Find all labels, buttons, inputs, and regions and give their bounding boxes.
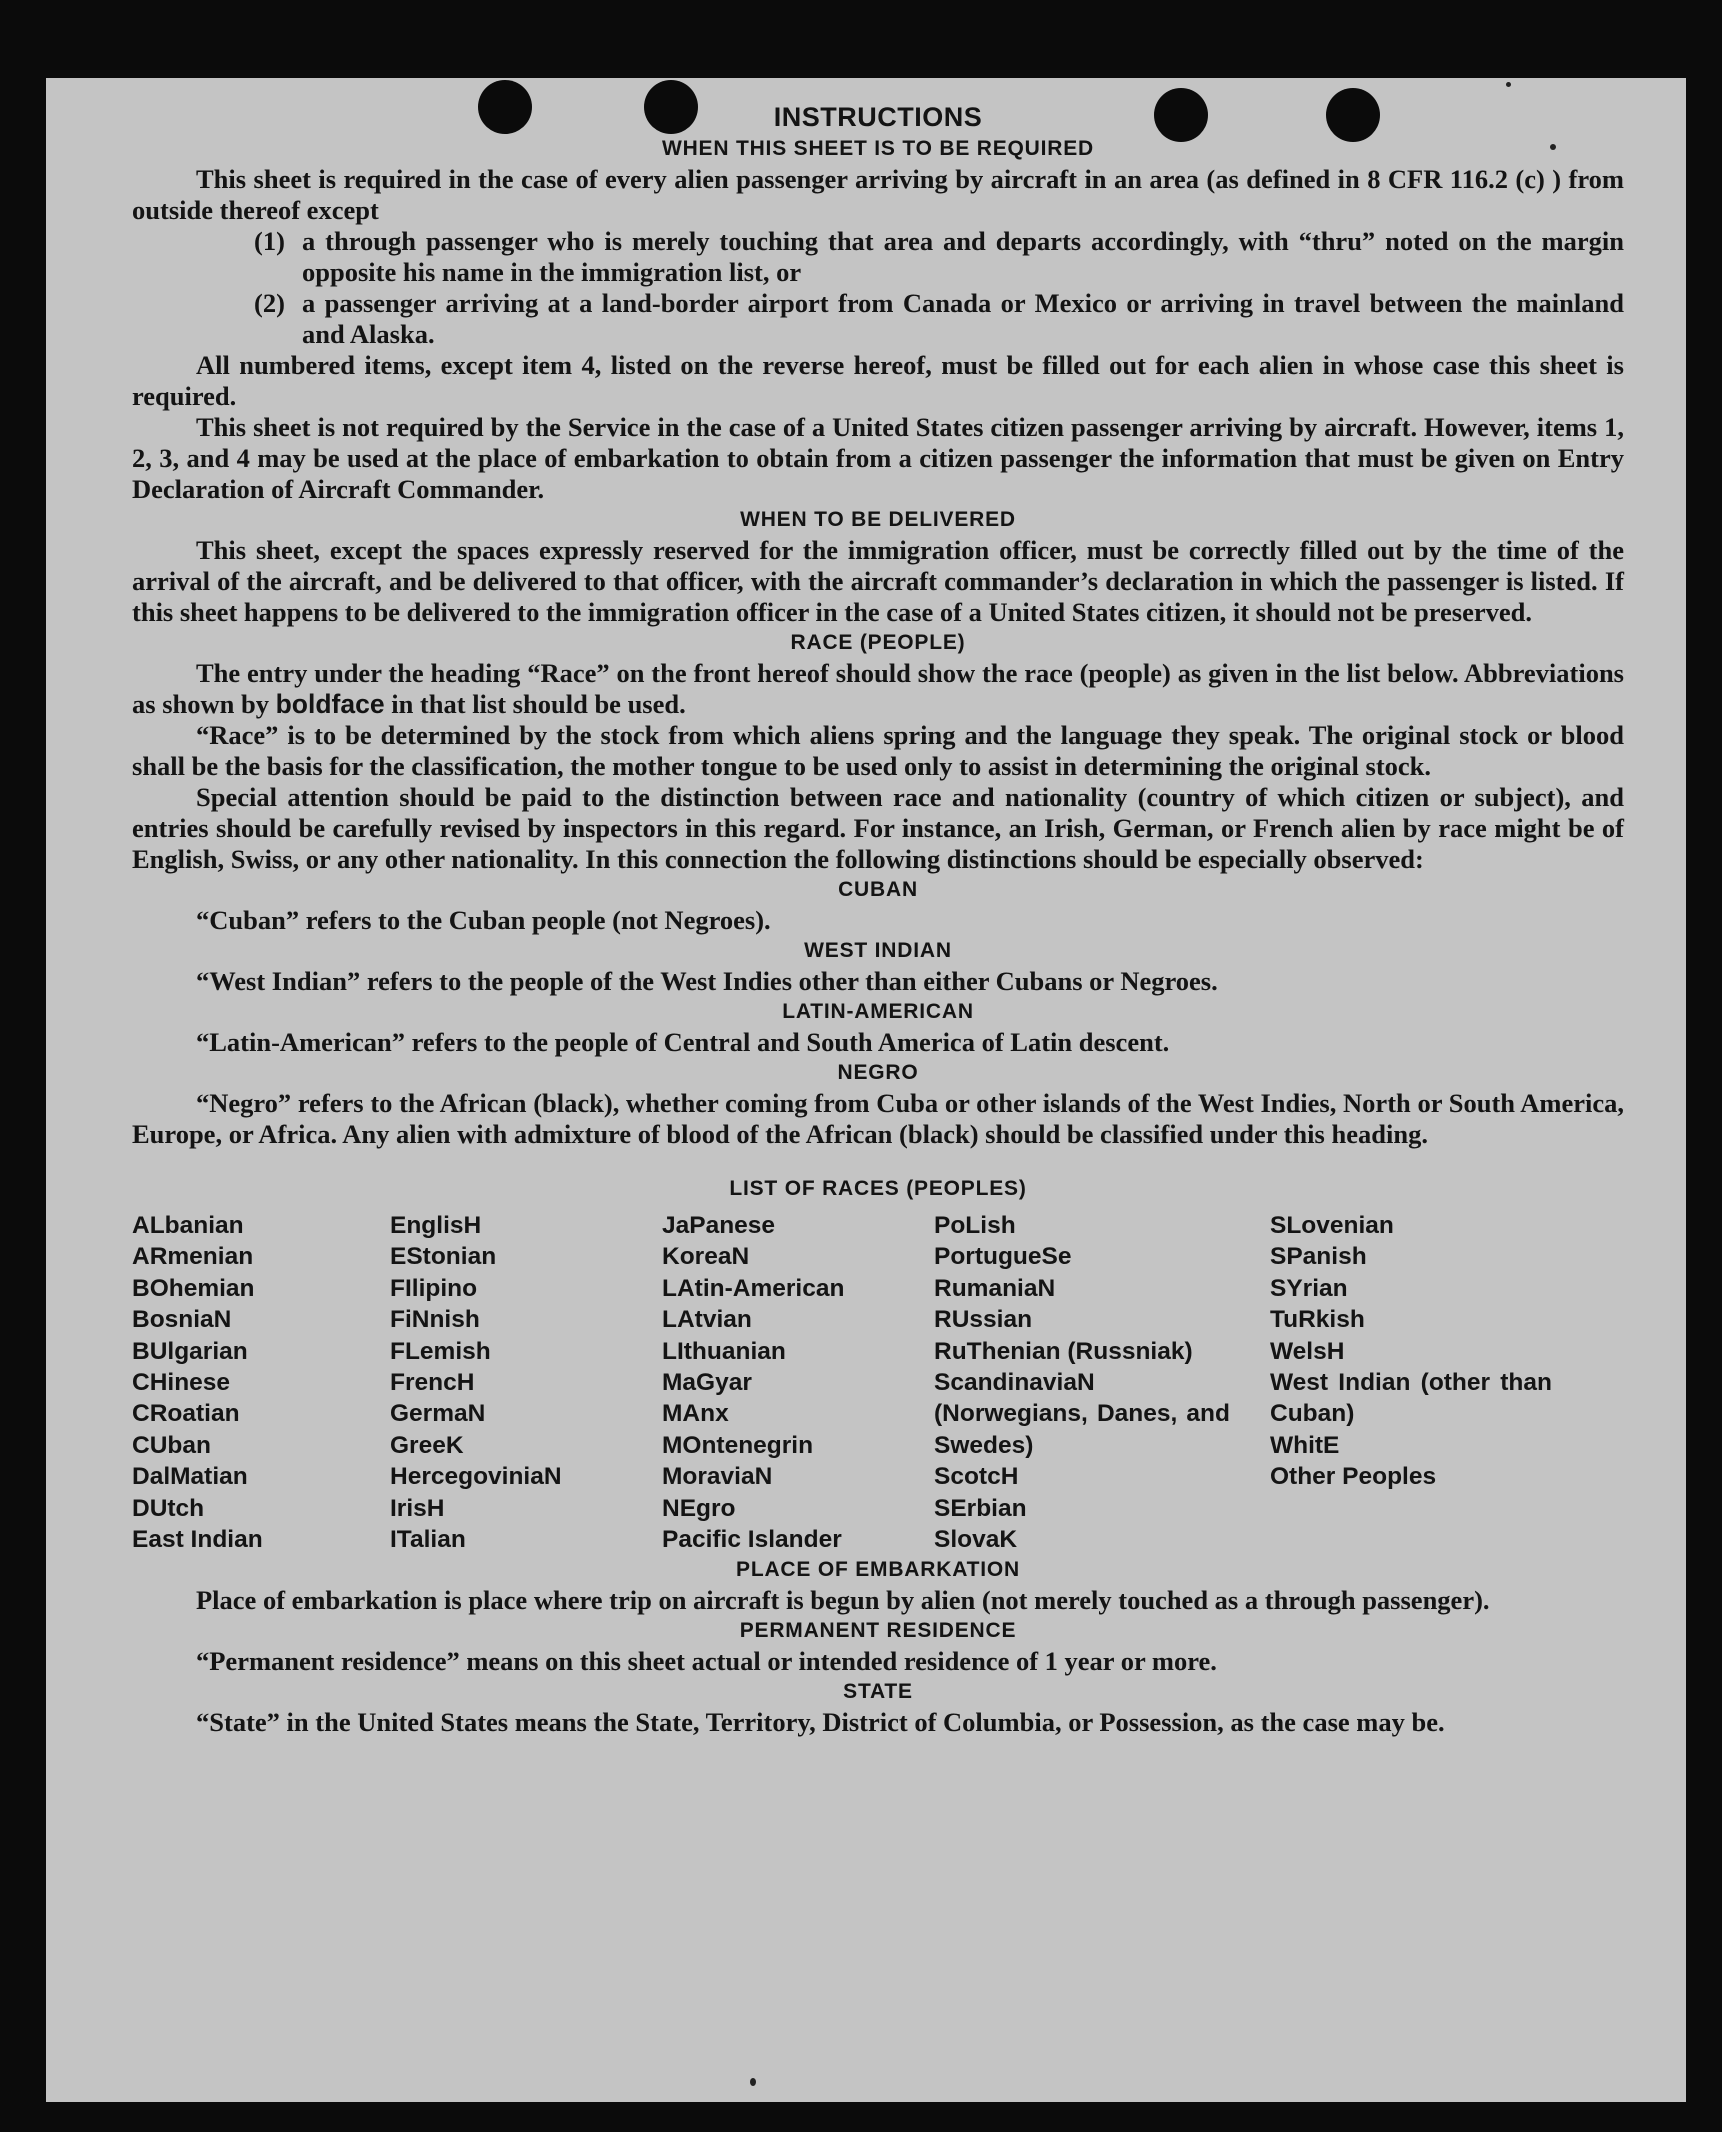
race-item: MoraviaN [662,1463,773,1491]
heading-latin-american: LATIN-AMERICAN [782,1000,974,1023]
item-text: a passenger arriving at a land-border airport from Canada or Mexico or arriving in travel between the mainland and Alaska. [302,288,1624,349]
paragraph: “Latin-American” refers to the people of Central and South America of Latin descent. [196,1027,1170,1057]
race-item: PortugueSe [934,1243,1072,1271]
race-item: GermaN [390,1400,486,1428]
heading-race: RACE (PEOPLE) [790,631,966,654]
document-sheet [46,78,1686,2102]
race-item: LAtin-American [662,1274,845,1302]
race-item: HercegoviniaN [390,1463,562,1491]
race-item: MOntenegrin [662,1431,814,1459]
paragraph: “Cuban” refers to the Cuban people (not Negroes). [196,905,771,935]
race-item: Other Peoples [1270,1463,1437,1491]
heading-place-of-embarkation: PLACE OF EMBARKATION [736,1558,1020,1582]
race-item: SLovenian [1270,1212,1394,1239]
paragraph: This sheet is required in the case of every alien passenger arriving by aircraft in an area (as defined in 8 CFR 116.2 (c) ) from outside thereof except [132,164,1624,225]
race-item: BosniaN [132,1306,232,1334]
paragraph: Special attention should be paid to the distinction between race and nationality (country of which citizen or subject), and entries should be carefully revised by inspectors in this regard. For instance, an Irish, German, or French alien by race might be of English, Swiss, or any other nationality. In this connection the following distinctions should be especially observed: [132,782,1624,874]
heading-when-delivered: WHEN TO BE DELIVERED [740,508,1016,531]
heading-west-indian: WEST INDIAN [804,939,952,962]
race-item: GreeK [390,1431,464,1459]
race-item: ARmenian [132,1243,254,1271]
paragraph: “State” in the United States means the State, Territory, District of Columbia, or Possession, as the case may be. [196,1707,1445,1738]
item-number: (2) [254,288,285,318]
race-item: ScandinaviaN (Norwegians, Danes, and Swedes) [934,1369,1230,1459]
race-item: EStonian [390,1243,497,1271]
race-column [132,1210,390,1555]
race-item: PoLish [934,1212,1016,1239]
heading-state: STATE [843,1680,913,1704]
race-item: MAnx [662,1400,729,1428]
race-item: Pacific Islander [662,1526,842,1554]
page-title: INSTRUCTIONS [773,102,983,132]
race-item: SPanish [1270,1243,1367,1271]
race-item: KoreaN [662,1243,750,1271]
item-text: a through passenger who is merely touching that area and departs accordingly, with “thru” noted on the margin opposite his name in the immigration list, or [302,226,1624,287]
race-item: West Indian (other than Cuban) [1270,1369,1552,1428]
punch-hole [478,80,532,134]
race-column [1270,1210,1552,1555]
paragraph: This sheet is not required by the Service in the case of a United States citizen passenger arriving by aircraft. However, items 1, 2, 3, and 4 may be used at the place of embarkation to obtain from a citizen passenger the information that must be given on Entry Declaration of Aircraft Commander. [132,412,1624,504]
race-item: CHinese [132,1369,231,1397]
exception-item [254,226,1624,288]
race-item: ScotcH [934,1463,1019,1491]
paragraph [132,658,1624,720]
heading-when-required: WHEN THIS SHEET IS TO BE REQUIRED [661,137,1095,160]
race-item: SErbian [934,1494,1027,1522]
race-item: FIlipino [390,1274,478,1302]
item-number: (1) [254,226,285,256]
race-column [662,1210,934,1555]
paragraph: “Negro” refers to the African (black), whether coming from Cuba or other islands of the West Indies, North or South America, Europe, or Africa. Any alien with admixture of blood of the African (black) should be classified under this heading. [132,1088,1624,1149]
race-item: FLemish [390,1337,491,1365]
race-item: BUlgarian [132,1337,248,1365]
race-item: LIthuanian [662,1337,786,1365]
speck [1550,144,1556,150]
race-item: WelsH [1270,1337,1345,1365]
speck [1506,82,1511,87]
race-item: RUssian [934,1306,1033,1334]
text-run: in that list should be used. [391,689,686,719]
paragraph: This sheet, except the spaces expressly reserved for the immigration officer, must be correctly filled out by the time of the arrival of the aircraft, and be delivered to that officer, with the aircraft commander’s declaration in which the passenger is listed. If this sheet happens to be delivered to the immigration officer in the case of a United States citizen, it should not be preserved. [132,535,1624,627]
race-item: TuRkish [1270,1306,1365,1334]
race-item: RumaniaN [934,1274,1056,1302]
race-item: DalMatian [132,1463,248,1491]
race-item: East Indian [132,1526,263,1554]
race-item: DUtch [132,1494,205,1522]
heading-cuban: CUBAN [838,878,918,901]
race-item: FiNnish [390,1306,480,1334]
race-item: BOhemian [132,1274,255,1302]
race-item: WhitE [1270,1431,1340,1459]
race-item: ALbanian [132,1212,244,1239]
paragraph: “Race” is to be determined by the stock from which aliens spring and the language they speak. The original stock or blood shall be the basis for the classification, the mother tongue to be used only to assist in determining the original stock. [132,720,1624,781]
race-item: NEgro [662,1494,736,1522]
punch-hole [1154,88,1208,142]
punch-hole [1326,88,1380,142]
race-item: RuThenian (Russniak) [934,1337,1193,1365]
race-item: EnglisH [390,1212,482,1239]
heading-permanent-residence: PERMANENT RESIDENCE [739,1619,1017,1643]
text-run: The entry under the heading “Race” on the front hereof should show the race (people) as given in the list below. Abbreviations as shown by [132,658,1624,719]
race-item: CRoatian [132,1400,240,1428]
race-item: IrisH [390,1494,445,1522]
race-item: SYrian [1270,1274,1348,1302]
exception-item [254,288,1624,350]
paragraph: “Permanent residence” means on this sheet actual or intended residence of 1 year or more. [196,1646,1217,1677]
race-item: MaGyar [662,1369,752,1397]
paragraph: All numbered items, except item 4, listed on the reverse hereof, must be filled out for each alien in whose case this sheet is required. [132,350,1624,411]
race-item: ITalian [390,1526,466,1554]
punch-hole [644,80,698,134]
boldface-word: boldface [275,689,385,719]
heading-negro: NEGRO [837,1061,919,1084]
race-column [934,1210,1230,1555]
paragraph: “West Indian” refers to the people of the West Indies other than either Cubans or Negroes. [196,966,1218,996]
race-item: FrencH [390,1369,475,1397]
race-item: LAtvian [662,1306,752,1334]
race-column [390,1210,662,1555]
paragraph: Place of embarkation is place where trip on aircraft is begun by alien (not merely touched as a through passenger). [196,1585,1490,1616]
race-item: CUban [132,1431,211,1459]
race-item: JaPanese [662,1212,776,1239]
race-item: SlovaK [934,1526,1018,1554]
speck [750,2078,756,2086]
race-list [132,1210,1624,1555]
heading-list-of-races: LIST OF RACES (PEOPLES) [729,1177,1027,1200]
